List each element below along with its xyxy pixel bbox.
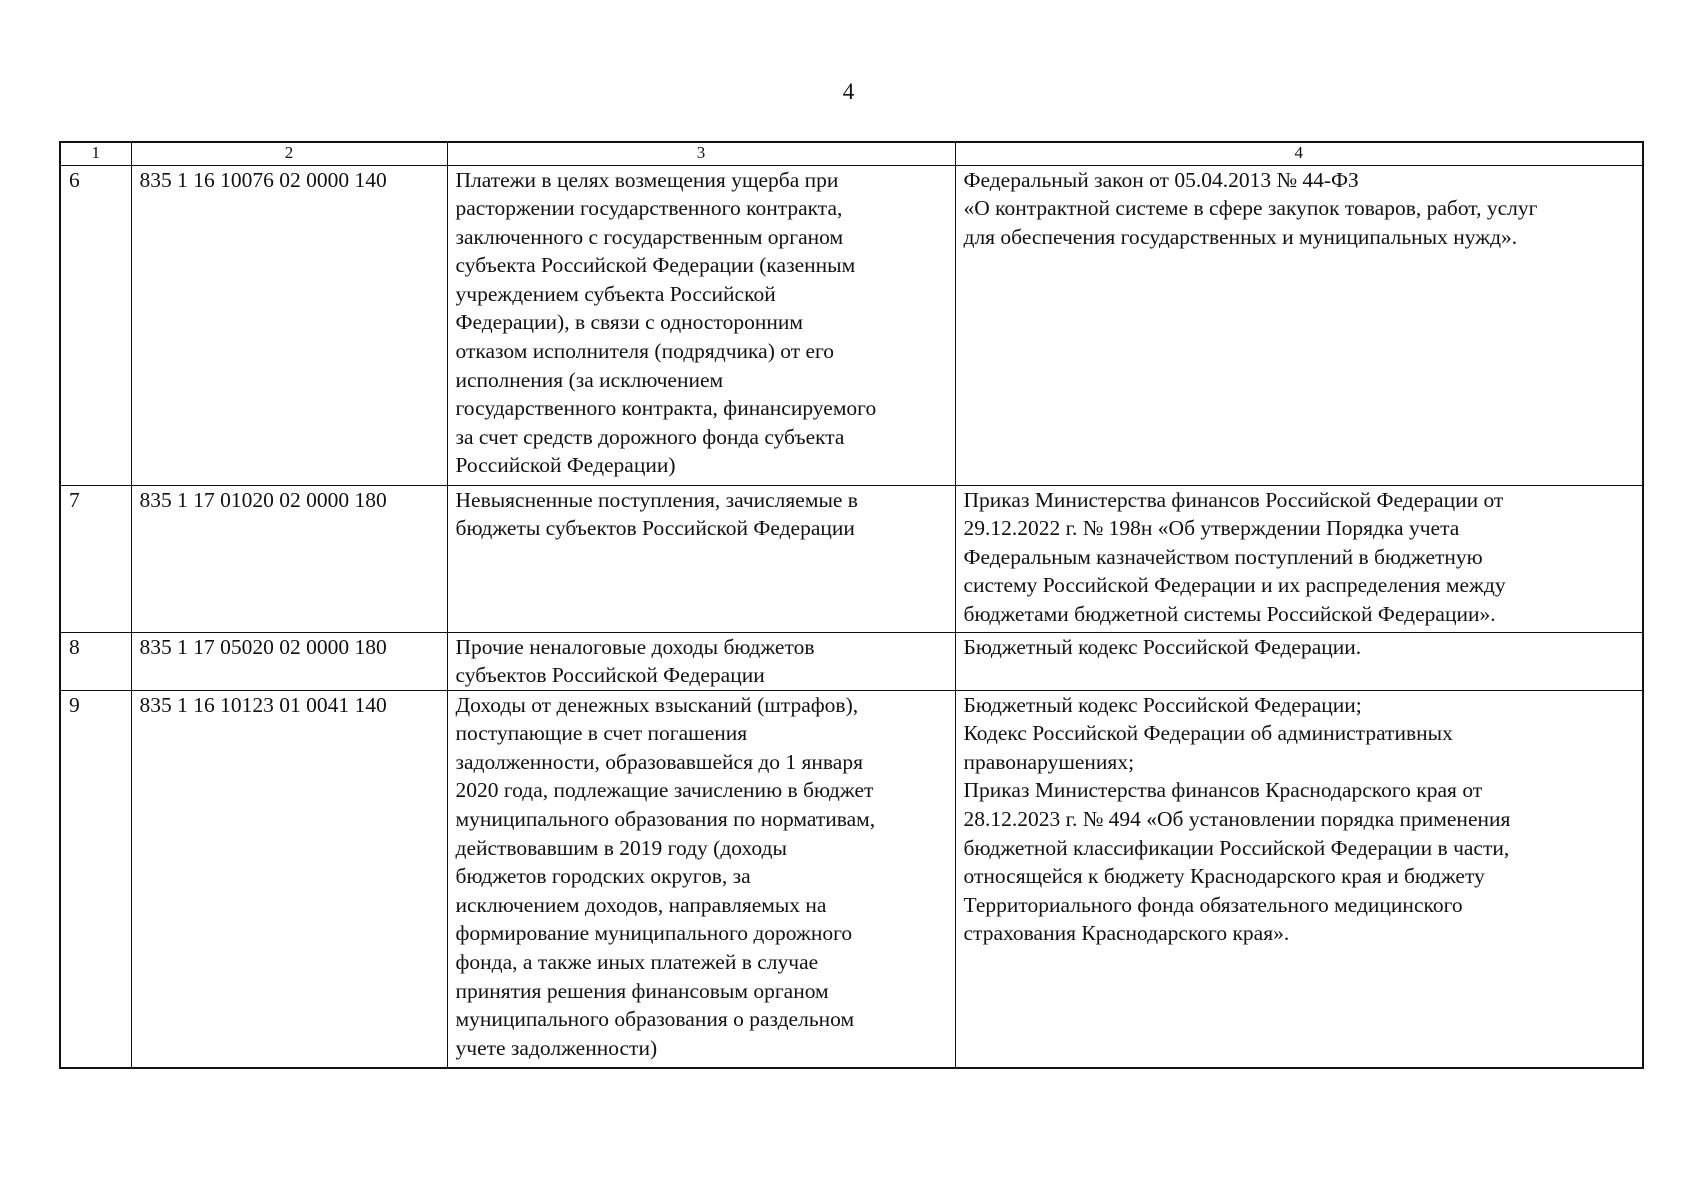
header-col-3: 3 [447,142,955,165]
income-name-line: учреждением субъекта Российской [455,281,776,306]
income-name [447,632,955,690]
income-name-line: 2020 года, подлежащие зачислению в бюджет [455,778,874,803]
legal-basis [955,165,1643,485]
income-name-line: расторжении государственного контракта, [455,196,843,221]
income-name-line: поступающие в счет погашения [455,721,748,746]
table-row [60,165,1643,485]
header-col-1: 1 [60,142,131,165]
table-row [60,632,1643,690]
legal-basis-line: правонарушениях; [963,749,1135,774]
legal-basis-line: «О контрактной системе в сфере закупок товаров, работ, услуг [963,196,1538,221]
income-name [447,690,955,1068]
income-name-line: муниципального образования по нормативам, [455,807,876,832]
legal-basis-line: Кодекс Российской Федерации об административных [963,721,1453,746]
income-name-line: учете задолженности) [455,1035,658,1060]
income-name-line: Федерации), в связи с односторонним [455,310,803,335]
header-col-4: 4 [955,142,1643,165]
income-name-line: принятия решения финансовым органом [455,978,829,1003]
income-name [447,165,955,485]
income-name-line: Прочие неналоговые доходы бюджетов [455,634,815,659]
income-name-line: субъектов Российской Федерации [455,663,765,688]
header-col-2: 2 [131,142,447,165]
table-header-row [60,142,1643,165]
income-code: 835 1 16 10123 01 0041 140 [131,690,447,1068]
legal-basis-line: Приказ Министерства финансов Российской Федерации от [963,487,1504,512]
legal-basis-line: бюджетной классификации Российской Федерации в части, [963,835,1510,860]
income-name-line: исполнения (за исключением [455,367,724,392]
income-name-line: муниципального образования о раздельном [455,1007,855,1032]
legal-basis-line: Территориального фонда обязательного медицинского [963,892,1463,917]
legal-basis-line: для обеспечения государственных и муниципальных нужд». [963,224,1518,249]
legal-basis [955,485,1643,632]
legal-basis [955,632,1643,690]
income-name-line: заключенного с государственным органом [455,224,844,249]
income-name-line: бюджеты субъектов Российской Федерации [455,516,855,541]
income-name-line: Платежи в целях возмещения ущерба при [455,167,839,192]
legal-basis-line: относящейся к бюджету Краснодарского края и бюджету [963,864,1485,889]
legal-basis-line: Бюджетный кодекс Российской Федерации. [963,634,1362,659]
legal-basis-line: страхования Краснодарского края». [963,921,1290,946]
row-number: 6 [60,165,131,485]
income-name-line: Российской Федерации) [455,453,676,478]
income-name-line: формирование муниципального дорожного [455,921,853,946]
income-code: 835 1 17 01020 02 0000 180 [131,485,447,632]
income-name-line: государственного контракта, финансируемого [455,396,877,421]
row-number: 7 [60,485,131,632]
legal-basis-line: систему Российской Федерации и их распределения между [963,573,1506,598]
legal-basis-line: 28.12.2023 г. № 494 «Об установлении порядка применения [963,807,1511,832]
income-name-line: бюджетов городских округов, за [455,864,751,889]
legal-basis-line: Бюджетный кодекс Российской Федерации; [963,692,1362,717]
table-row [60,485,1643,632]
income-code: 835 1 16 10076 02 0000 140 [131,165,447,485]
income-codes-table [59,141,1644,1069]
income-code: 835 1 17 05020 02 0000 180 [131,632,447,690]
income-name-line: за счет средств дорожного фонда субъекта [455,424,845,449]
income-name [447,485,955,632]
page-number: 4 [842,79,855,104]
legal-basis [955,690,1643,1068]
legal-basis-line: Приказ Министерства финансов Краснодарского края от [963,778,1483,803]
income-name-line: фонда, а также иных платежей в случае [455,950,819,975]
legal-basis-line: Федеральный закон от 05.04.2013 № 44-ФЗ [963,167,1359,192]
legal-basis-line: Федеральным казначейством поступлений в бюджетную [963,544,1483,569]
income-name-line: исключением доходов, направляемых на [455,892,827,917]
income-name-line: Невыясненные поступления, зачисляемые в [455,487,858,512]
row-number: 9 [60,690,131,1068]
table-row [60,690,1643,1068]
income-name-line: действовавшим в 2019 году (доходы [455,835,787,860]
legal-basis-line: 29.12.2022 г. № 198н «Об утверждении Порядка учета [963,516,1460,541]
row-number: 8 [60,632,131,690]
income-name-line: Доходы от денежных взысканий (штрафов), [455,692,859,717]
income-name-line: задолженности, образовавшейся до 1 января [455,749,863,774]
legal-basis-line: бюджетами бюджетной системы Российской Федерации». [963,601,1496,626]
income-name-line: отказом исполнителя (подрядчика) от его [455,339,835,364]
income-name-line: субъекта Российской Федерации (казенным [455,253,856,278]
